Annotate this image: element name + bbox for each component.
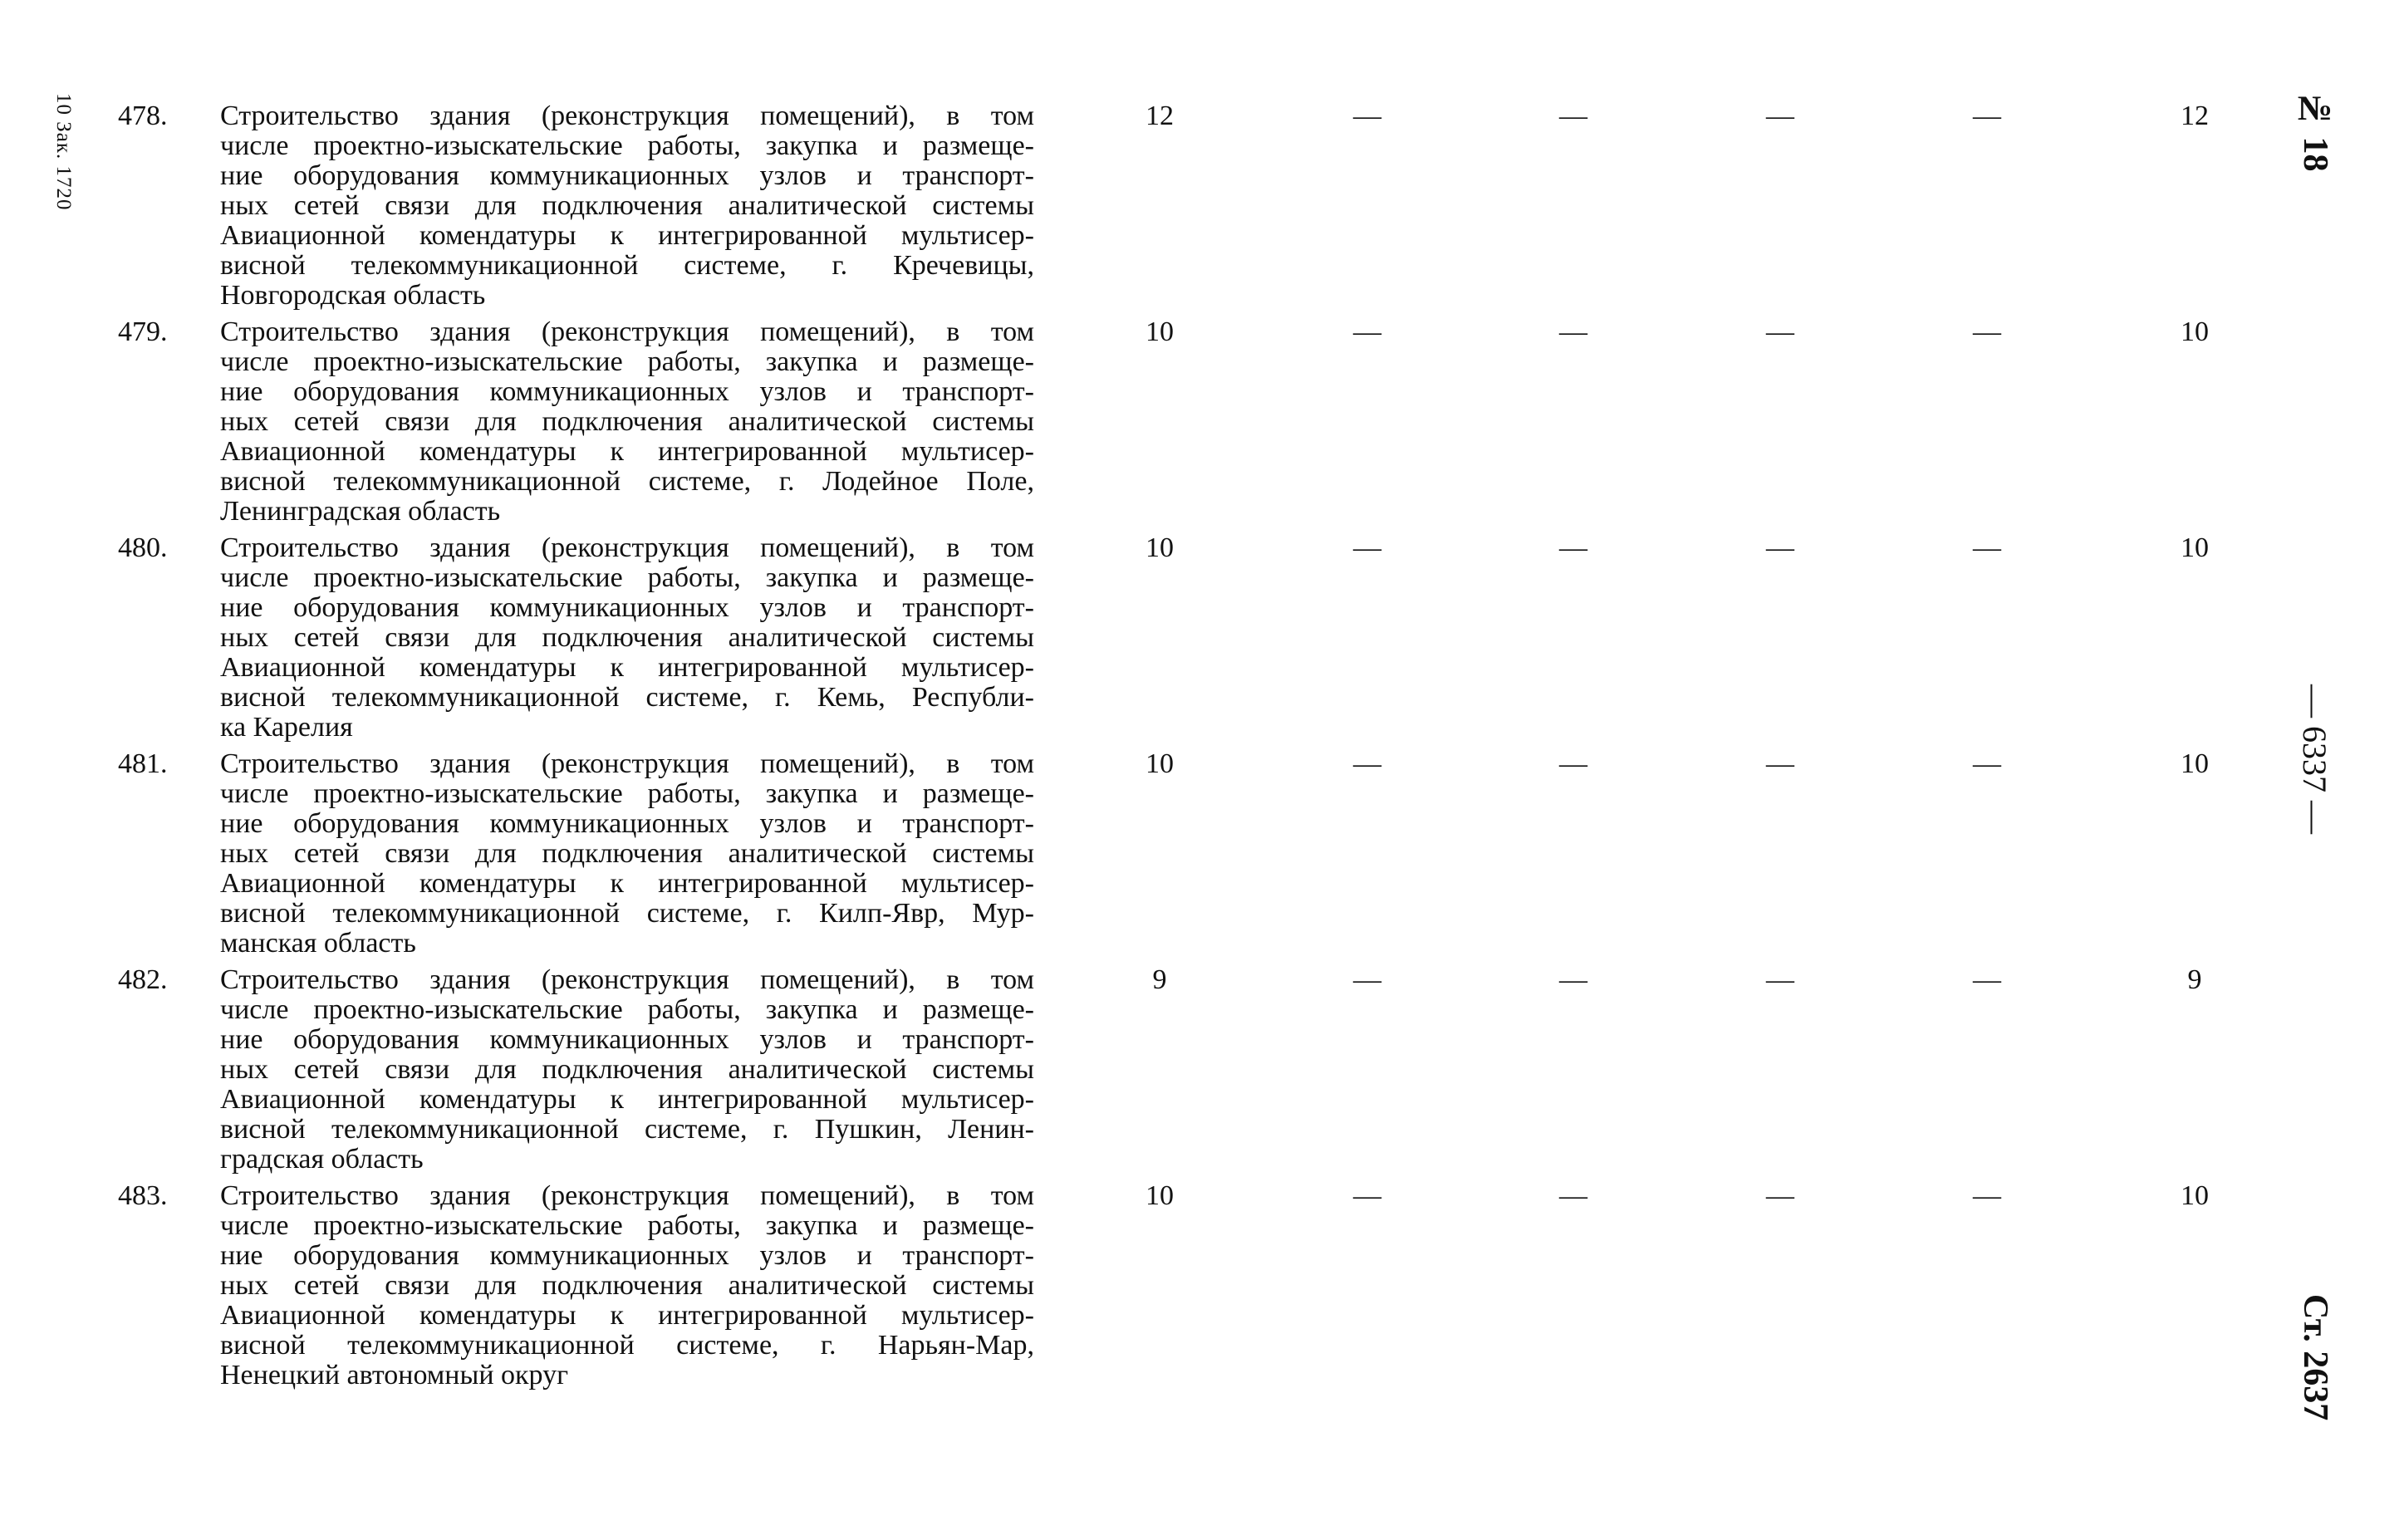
row-number: 479. [118, 316, 168, 347]
row-description [220, 533, 1034, 743]
description-line: Авиационной комендатуры к интегрированной мультисер- [220, 868, 1034, 899]
value-cell-5: — [1973, 101, 2001, 131]
value-cell-3: — [1559, 101, 1587, 131]
description-line: Строительство здания (реконструкция помещений), в том [220, 316, 1034, 347]
value-cell-6: 10 [2181, 316, 2209, 347]
description-line: ных сетей связи для подключения аналитической системы [220, 406, 1034, 437]
description-line: висной телекоммуникационной системе, г. Килп-Явр, Мур- [220, 898, 1034, 929]
margin-order-note: 10 Зак. 1720 [52, 93, 75, 211]
description-line: числе проектно-изыскательские работы, закупка и размеще- [220, 130, 1034, 161]
row-number: 478. [118, 101, 168, 131]
description-line: Строительство здания (реконструкция помещений), в том [220, 1180, 1034, 1211]
value-cell-4: — [1766, 101, 1794, 131]
value-cell-6: 10 [2181, 1180, 2209, 1211]
description-line: Строительство здания (реконструкция помещений), в том [220, 748, 1034, 779]
description-line: ние оборудования коммуникационных узлов и транспорт- [220, 808, 1034, 839]
value-cell-6: 10 [2181, 748, 2209, 779]
description-line: градская область [220, 1144, 424, 1175]
description-line: ных сетей связи для подключения аналитической системы [220, 190, 1034, 221]
description-line: висной телекоммуникационной системе, г. Нарьян-Мар, [220, 1330, 1034, 1361]
value-cell-4: — [1766, 532, 1794, 563]
row-description [220, 965, 1034, 1175]
description-line: Авиационной комендатуры к интегрированной мультисер- [220, 1300, 1034, 1331]
description-line: висной телекоммуникационной системе, г. Лодейное Поле, [220, 466, 1034, 497]
value-cell-3: — [1559, 1180, 1587, 1211]
description-line: ние оборудования коммуникационных узлов и транспорт- [220, 1240, 1034, 1271]
description-line: Авиационной комендатуры к интегрированной мультисер- [220, 652, 1034, 683]
description-line: ка Карелия [220, 712, 353, 743]
value-cell-5: — [1973, 748, 2001, 779]
value-cell-4: — [1766, 1180, 1794, 1211]
description-line: Ненецкий автономный округ [220, 1360, 569, 1390]
row-number: 482. [118, 964, 168, 995]
table-row [0, 965, 2243, 1181]
value-cell-5: — [1973, 1180, 2001, 1211]
sheet-number: Ст. 2637 [2296, 1294, 2334, 1421]
row-description [220, 317, 1034, 527]
table-row [0, 533, 2243, 749]
value-cell-2: — [1353, 748, 1381, 779]
value-cell-4: — [1766, 748, 1794, 779]
value-cell-3: — [1559, 316, 1587, 347]
description-line: ние оборудования коммуникационных узлов и транспорт- [220, 160, 1034, 191]
description-line: Новгородская область [220, 280, 486, 311]
description-line: числе проектно-изыскательские работы, закупка и размеще- [220, 346, 1034, 377]
value-cell-5: — [1973, 532, 2001, 563]
description-line: числе проектно-изыскательские работы, закупка и размеще- [220, 778, 1034, 809]
table-row [0, 749, 2243, 965]
description-line: ных сетей связи для подключения аналитической системы [220, 622, 1034, 653]
value-cell-6: 9 [2187, 964, 2202, 995]
description-line: ние оборудования коммуникационных узлов и транспорт- [220, 592, 1034, 623]
table-row [0, 1181, 2243, 1397]
value-cell-5: — [1973, 964, 2001, 995]
value-cell-2: — [1353, 316, 1381, 347]
value-cell-1: 10 [1146, 1180, 1174, 1211]
value-cell-2: — [1353, 101, 1381, 131]
description-line: Строительство здания (реконструкция помещений), в том [220, 532, 1034, 563]
value-cell-1: 10 [1146, 316, 1174, 347]
row-description [220, 101, 1034, 311]
description-line: висной телекоммуникационной системе, г. Пушкин, Ленин- [220, 1114, 1034, 1145]
row-description [220, 749, 1034, 959]
table-row [0, 101, 2243, 317]
description-line: Ленинградская область [220, 496, 501, 527]
value-cell-2: — [1353, 964, 1381, 995]
row-number: 481. [118, 748, 168, 779]
row-number: 480. [118, 532, 168, 563]
description-line: числе проектно-изыскательские работы, закупка и размеще- [220, 562, 1034, 593]
value-cell-4: — [1766, 964, 1794, 995]
row-number: 483. [118, 1180, 168, 1211]
value-cell-1: 9 [1152, 964, 1167, 995]
description-line: Строительство здания (реконструкция помещений), в том [220, 964, 1034, 995]
value-cell-2: — [1353, 532, 1381, 563]
description-line: Авиационной комендатуры к интегрированной мультисер- [220, 436, 1034, 467]
value-cell-1: 10 [1146, 748, 1174, 779]
row-description [220, 1181, 1034, 1390]
value-cell-5: — [1973, 316, 2001, 347]
value-cell-1: 12 [1146, 101, 1174, 131]
description-line: числе проектно-изыскательские работы, закупка и размеще- [220, 994, 1034, 1025]
value-cell-2: — [1353, 1180, 1381, 1211]
table-row [0, 317, 2243, 533]
issue-number: № 18 [2296, 90, 2334, 172]
page-number: — 6337 — [2296, 684, 2333, 834]
value-cell-3: — [1559, 964, 1587, 995]
description-line: числе проектно-изыскательские работы, закупка и размеще- [220, 1210, 1034, 1241]
value-cell-1: 10 [1146, 532, 1174, 563]
value-cell-6: 12 [2181, 101, 2209, 131]
description-line: Строительство здания (реконструкция помещений), в том [220, 101, 1034, 131]
description-line: Авиационной комендатуры к интегрированной мультисер- [220, 220, 1034, 251]
description-line: ние оборудования коммуникационных узлов и транспорт- [220, 1024, 1034, 1055]
description-line: висной телекоммуникационной системе, г. Кречевицы, [220, 250, 1034, 281]
description-line: висной телекоммуникационной системе, г. Кемь, Республи- [220, 682, 1034, 713]
value-cell-4: — [1766, 316, 1794, 347]
description-line: ных сетей связи для подключения аналитической системы [220, 1270, 1034, 1301]
description-line: ние оборудования коммуникационных узлов и транспорт- [220, 376, 1034, 407]
value-cell-6: 10 [2181, 532, 2209, 563]
value-cell-3: — [1559, 532, 1587, 563]
description-line: Авиационной комендатуры к интегрированной мультисер- [220, 1084, 1034, 1115]
description-line: ных сетей связи для подключения аналитической системы [220, 1054, 1034, 1085]
value-cell-3: — [1559, 748, 1587, 779]
description-line: ных сетей связи для подключения аналитической системы [220, 838, 1034, 869]
description-line: манская область [220, 928, 416, 959]
